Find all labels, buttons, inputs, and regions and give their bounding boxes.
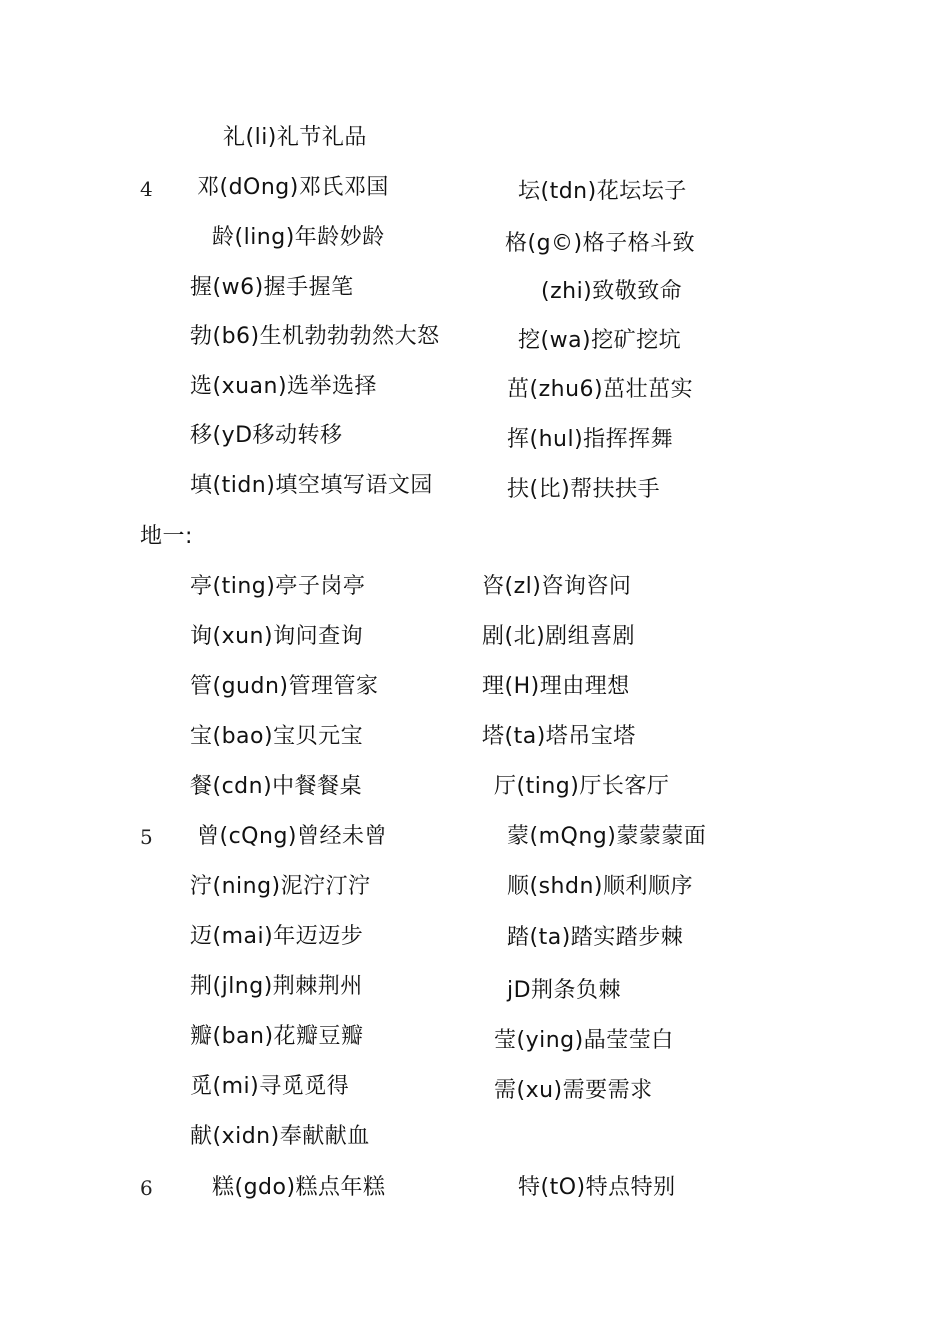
entry-te: 特(tO)特点特别	[518, 1175, 676, 1200]
entry-can: 餐(cdn)中餐餐桌	[190, 774, 363, 799]
entry-tian: 填(tidn)填空填写语文园	[190, 473, 433, 498]
entry-jing: 荆(jlng)荆棘荆州	[190, 974, 363, 999]
entry-ying: 莹(ying)晶莹莹白	[494, 1028, 674, 1053]
entry-ji: jD荆条负棘	[507, 978, 622, 1003]
entry-xuan: 选(xuan)选举选择	[190, 374, 378, 399]
entry-ling: 龄(ling)年龄妙龄	[212, 225, 385, 250]
entry-mi: 觅(mi)寻觅觅得	[190, 1074, 350, 1099]
entry-shun: 顺(shdn)顺利顺序	[507, 874, 693, 899]
entry-zi: 咨(zl)咨询咨问	[482, 574, 632, 599]
entry-ting-2: 厅(ting)厅长客厅	[494, 774, 670, 799]
entry-wo: 握(w6)握手握笔	[190, 275, 354, 300]
entry-xian: 献(xidn)奉献献血	[190, 1124, 370, 1149]
entry-li-2: 理(H)理由理想	[482, 674, 630, 699]
entry-ting: 亭(ting)亭子岗亭	[190, 574, 366, 599]
entry-wa: 挖(wa)挖矿挖坑	[518, 328, 682, 353]
entry-ning: 泞(ning)泥泞汀泞	[190, 874, 371, 899]
entry-meng: 蒙(mQng)蒙蒙蒙面	[507, 824, 707, 849]
entry-li: 礼(li)礼节礼品	[223, 125, 367, 150]
entry-ju: 剧(北)剧组喜剧	[482, 624, 636, 649]
entry-tan: 坛(tdn)花坛坛子	[518, 179, 687, 204]
entry-ta: 塔(ta)塔吊宝塔	[482, 724, 636, 749]
entry-ta-2: 踏(ta)踏实踏步棘	[507, 925, 684, 950]
section-number-5: 5	[140, 825, 153, 849]
entry-yi: 移(yD移动转移	[190, 423, 343, 448]
entry-mai: 迈(mai)年迈迈步	[190, 924, 364, 949]
entry-guan: 管(gudn)管理管家	[190, 674, 379, 699]
entry-bo: 勃(b6)生机勃勃勃然大怒	[190, 324, 440, 349]
section-number-4: 4	[140, 177, 153, 201]
entry-fu: 扶(比)帮扶扶手	[507, 477, 661, 502]
entry-ban: 瓣(ban)花瓣豆瓣	[190, 1024, 364, 1049]
entry-zhuo: 茁(zhu6)茁壮茁实	[507, 377, 694, 402]
section-heading: 地一:	[140, 524, 193, 549]
entry-xu: 需(xu)需要需求	[494, 1078, 653, 1103]
entry-ge: 格(g©)格子格斗致	[505, 231, 696, 256]
entry-ceng: 曾(cQng)曾经未曾	[197, 824, 387, 849]
entry-deng: 邓(dOng)邓氏邓国	[197, 175, 389, 200]
entry-zhi: (zhi)致敬致命	[541, 279, 683, 304]
entry-hui: 挥(hul)指挥挥舞	[507, 427, 674, 452]
entry-gao: 糕(gdo)糕点年糕	[212, 1175, 386, 1200]
entry-bao: 宝(bao)宝贝元宝	[190, 724, 364, 749]
entry-xun: 询(xun)询问查询	[190, 624, 364, 649]
section-number-6: 6	[140, 1176, 153, 1200]
